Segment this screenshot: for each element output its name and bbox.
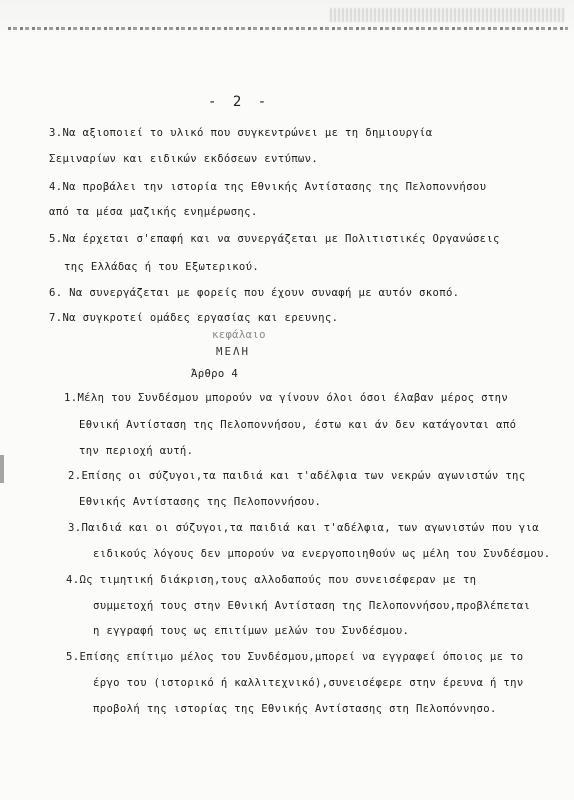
article-line-10: η εγγραφή τους ως επιτίμων μελών του Συνδέσμου. — [93, 625, 410, 637]
article-line-2: Εθνική Αντίσταση της Πελοποννήσου, έστω και άν δεν κατάγονται από — [79, 419, 517, 431]
article-line-1: 1.Μέλη του Συνδέσμου μπορούν να γίνουν όλοι όσοι έλαβαν μέρος στην — [64, 392, 509, 404]
article-line-8: 4.Ως τιμητική διάκριση,τους αλλοδαπούς που συνεισέφεραν με τη — [66, 574, 477, 586]
article-heading: Άρθρο 4 — [191, 368, 239, 380]
article-line-9: συμμετοχή τους στην Εθνική Αντίσταση της Πελοποννήσου,προβλέπεται — [93, 600, 531, 612]
article-line-5: Εθνικής Αντίστασης της Πελοποννήσου. — [79, 496, 322, 508]
objective-line-4: από τα μέσα μαζικής ενημέρωσης. — [49, 206, 258, 218]
article-line-4: 2.Επίσης οι σύζυγοι,τα παιδιά και τ'αδέλφια των νεκρών αγωνιστών της — [68, 470, 526, 482]
article-line-13: προβολή της ιστορίας της Εθνικής Αντίστασης στη Πελοπόννησο. — [93, 703, 497, 715]
objective-line-8: 7.Να συγκροτεί ομάδες εργασίας και ερευνης. — [49, 312, 339, 324]
article-line-6: 3.Παιδιά και οι σύζυγοι,τα παιδιά και τ'αδέλφια, των αγωνιστών που για — [68, 522, 539, 534]
margin-mark — [0, 455, 4, 483]
objective-line-1: 3.Να αξιοποιεί το υλικό που συγκεντρώνει με τη δημιουργία — [49, 127, 433, 139]
article-line-11: 5.Επίσης επίτιμο μέλος του Συνδέσμου,μπορεί να εγγραφεί όποιος με το — [66, 651, 524, 663]
objective-line-3: 4.Να προβάλει την ιστορία της Εθνικής Αντίστασης της Πελοποννήσου — [49, 181, 487, 193]
scan-dotted-line — [8, 27, 568, 30]
faded-header-stamp — [330, 8, 565, 22]
objective-line-6: της Ελλάδας ή του Εξωτερικού. — [64, 261, 260, 273]
chapter-faint-label: κεφάλαιο — [212, 329, 266, 341]
page-number: - 2 - — [208, 94, 271, 110]
objective-line-7: 6. Να συνεργάζεται με φορείς που έχουν συναφή με αυτόν σκοπό. — [49, 287, 460, 299]
objective-line-5: 5.Να έρχεται σ'επαφή και να συνεργάζεται με Πολιτιστικές Οργανώσεις — [49, 233, 500, 245]
scan-top-strip — [0, 0, 574, 44]
article-line-7: ειδικούς λόγους δεν μπορούν να ενεργοποιηθούν ως μέλη του Συνδέσμου. — [93, 548, 551, 560]
objective-line-2: Σεμιναρίων και ειδικών εκδόσεων εντύπων. — [49, 153, 319, 165]
article-line-3: την περιοχή αυτή. — [79, 445, 194, 457]
chapter-title: ΜΕΛΗ — [216, 345, 251, 358]
article-line-12: έργο του (ιστορικό ή καλλιτεχνικό),συνεισέφερε στην έρευνα ή την — [93, 677, 524, 689]
